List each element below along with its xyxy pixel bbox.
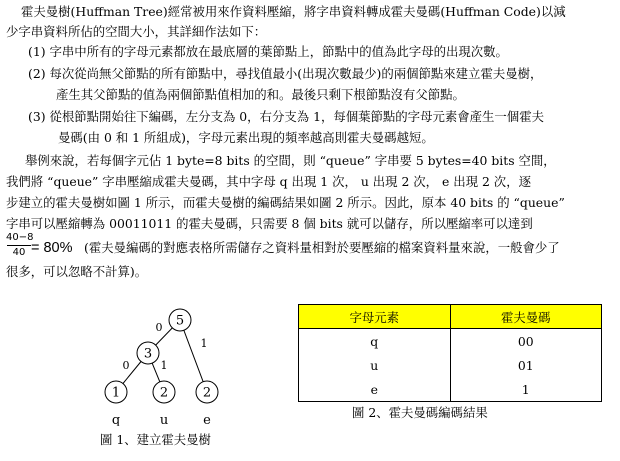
edge-label: 0 — [122, 359, 130, 372]
cell-code: 00 — [450, 329, 602, 354]
tree-node-value: 2 — [202, 385, 212, 401]
huffman-code-table — [298, 304, 602, 402]
intro-line-2: 少字串資料所佔的空間大小，其詳細作法如下： — [6, 24, 267, 39]
cell-code: 1 — [450, 377, 602, 402]
tree-node-value: 2 — [159, 385, 169, 401]
header-code: 霍夫曼碼 — [450, 305, 602, 329]
fraction-numerator: 40−8 — [6, 232, 34, 243]
example-line-4: 字串可以壓縮轉為 00011011 的霍夫曼碼，只需要 8 個 bits 就可以儲存，所以壓縮率可以達到 — [6, 216, 533, 231]
example-line-3: 步建立的霍夫曼樹如圖 1 所示，而霍夫曼樹的編碼結果如圖 2 所示。因此，原本 40 bits 的 “queue” — [6, 195, 565, 210]
cell-letter: q — [299, 329, 451, 354]
table-row — [299, 329, 602, 354]
tree-node-value: 3 — [143, 346, 153, 362]
edge-label: 0 — [155, 321, 163, 334]
example-line-1: 舉例來說，若每個字元佔 1 byte=8 bits 的空間，則 “queue” 字串要 5 bytes=40 bits 空間， — [25, 153, 556, 168]
intro-line-1: 霍夫曼樹(Huffman Tree)經常被用來作資料壓縮，將字串資料轉成霍夫曼碼(Huffman Code)以減 — [21, 4, 566, 19]
step-3-line-1: (3) 從根節點開始往下編碼，左分支為 0，右分支為 1，每個葉節點的字母元素會產生一個霍夫 — [28, 109, 544, 124]
leaf-letter: e — [203, 413, 211, 426]
compression-ratio: = 80% — [31, 240, 73, 256]
step-3-line-2: 曼碼(由 0 和 1 所組成)，字母元素出現的頻率越高則霍夫曼碼越短。 — [58, 130, 434, 145]
tree-edge-mid-u — [152, 363, 160, 382]
edge-label: 1 — [160, 359, 168, 372]
step-1: (1) 字串中所有的字母元素都放在最底層的葉節點上，節點中的值為此字母的出現次數。 — [28, 44, 508, 59]
leaf-letter: u — [159, 413, 169, 426]
table-row — [299, 377, 602, 402]
table-row — [299, 353, 602, 377]
cell-letter: e — [299, 377, 451, 402]
step-2-line-1: (2) 每次從尚無父節點的所有節點中，尋找值最小(出現次數最少)的兩個節點來建立霍夫曼樹， — [28, 66, 543, 81]
fraction-denominator: 40 — [12, 247, 26, 258]
example-line-2: 我們將 “queue” 字串壓縮成霍夫曼碼，其中字母 q 出現 1 次， u 出現 2 次， e 出現 2 次，逐 — [6, 174, 531, 189]
figure-1-caption: 圖 1、建立霍夫曼樹 — [100, 432, 211, 447]
huffman-tree-diagram — [80, 304, 280, 426]
leaf-letter: q — [111, 413, 121, 426]
cell-code: 01 — [450, 353, 602, 377]
tree-node-value: 1 — [111, 385, 121, 401]
cell-letter: u — [299, 353, 451, 377]
fraction-bar — [7, 245, 31, 246]
figure-2-caption: 圖 2、霍夫曼碼編碼結果 — [352, 405, 488, 420]
ratio-note: (霍夫曼編碼的對應表格所需儲存之資料量相對於要壓縮的檔案資料量來說，一般會少了 — [84, 240, 560, 255]
ratio-note-line-2: 很多，可以忽略不計算)。 — [6, 264, 148, 279]
header-letter: 字母元素 — [299, 305, 451, 329]
edge-label: 1 — [200, 337, 208, 350]
step-2-line-2: 產生其父節點的值為兩個節點值相加的和。最後只剩下根節點沒有父節點。 — [56, 87, 465, 102]
tree-node-value: 5 — [175, 313, 185, 329]
